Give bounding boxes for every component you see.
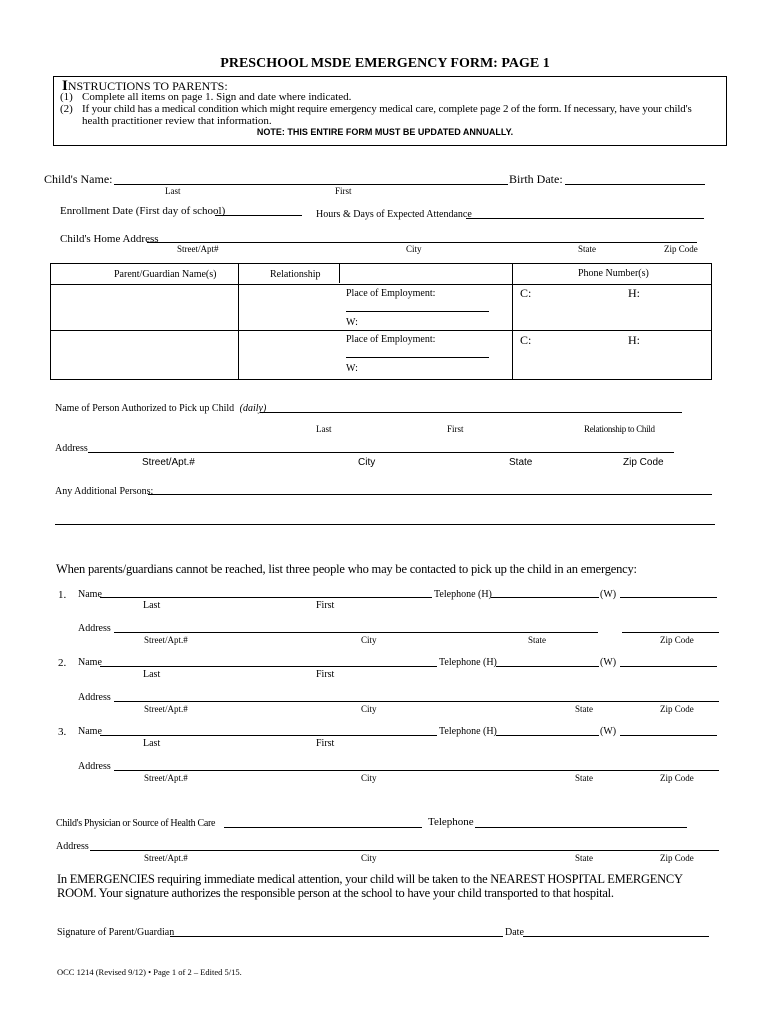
pickup-relationship-caption: Relationship to Child [584,424,655,434]
table-divider-1 [238,263,239,379]
physician-label: Child's Physician or Source of Health Care [56,818,216,829]
physician-telephone-field[interactable] [475,827,687,828]
contact2-address-field[interactable] [114,701,719,702]
contact3-address-field[interactable] [114,770,719,771]
instruction-2-number: (2) [60,103,73,115]
additional-persons-field-2[interactable] [55,524,715,525]
contact3-name-field[interactable] [100,735,437,736]
instruction-2-line2: health practitioner review that information. [82,115,272,127]
annual-update-note: NOTE: THIS ENTIRE FORM MUST BE UPDATED ANNUALLY. [256,127,514,137]
child-name-label: Child's Name: [44,172,113,186]
contact1-name-field[interactable] [100,597,432,598]
contact2-address-label: Address [78,692,111,703]
birth-date-field[interactable] [565,184,705,185]
row2-work-label: W: [346,363,358,374]
contact3-tel-w-label: (W) [600,726,617,737]
contact2-tel-w-label: (W) [600,657,617,668]
row2-home-label: H: [628,333,640,347]
col-phone: Phone Number(s) [578,268,649,279]
contact1-zip-caption: Zip Code [660,635,694,645]
contact1-tel-h-label: Telephone (H) [434,589,492,600]
emergency-contacts-heading: When parents/guardians cannot be reached, list three people who may be contacted to pick up the child in an emergency: [56,562,637,576]
contact2-tel-h-label: Telephone (H) [439,657,497,668]
contact1-tel-w-label: (W) [600,589,617,600]
enrollment-date-field[interactable] [215,215,302,216]
physician-address-field[interactable] [90,850,719,851]
signature-label: Signature of Parent/Guardian [57,927,175,938]
signature-date-label: Date [505,927,524,938]
child-last-caption: Last [165,186,181,196]
contact1-first-caption: First [316,600,335,611]
row1-home-label: H: [628,286,640,300]
contact2-state-caption: State [575,704,593,714]
pickup-last-caption: Last [316,424,332,434]
contact2-number: 2. [58,657,67,669]
pickup-street-caption: Street/Apt.# [142,457,195,468]
instruction-2-line1: If your child has a medical condition which might require emergency medical care, complete page 2 of the form. If necessary, have your child's [82,103,692,115]
instructions-heading-rest: NSTRUCTIONS TO PARENTS: [67,79,228,93]
table-divider-3 [512,263,513,379]
instruction-1: Complete all items on page 1. Sign and date where indicated. [82,91,352,103]
home-city-caption: City [406,244,422,254]
signature-field[interactable] [170,936,503,937]
physician-state-caption: State [575,853,593,863]
home-address-label: Child's Home Address [60,233,159,245]
guardian-table [50,263,712,380]
enrollment-date-label: Enrollment Date (First day of school) [60,205,226,217]
instructions-heading-first: I [62,78,68,94]
contact2-name-label: Name [78,657,102,668]
pickup-address-label: Address [55,443,88,454]
home-address-field[interactable] [147,242,697,243]
contact3-tel-h-field[interactable] [496,735,599,736]
contact3-tel-h-label: Telephone (H) [439,726,497,737]
contact3-street-caption: Street/Apt.# [144,773,188,783]
contact1-zip-field[interactable] [622,632,719,633]
contact3-tel-w-field[interactable] [620,735,717,736]
contact3-name-label: Name [78,726,102,737]
child-first-caption: First [335,186,352,196]
additional-persons-field[interactable] [148,494,712,495]
physician-city-caption: City [361,853,377,863]
row2-employment-field[interactable] [346,357,489,358]
home-zip-caption: Zip Code [664,244,698,254]
table-row-rule [50,330,711,331]
contact1-number: 1. [58,589,67,601]
contact3-first-caption: First [316,738,335,749]
contact1-state-caption: State [528,635,546,645]
contact2-name-field[interactable] [100,666,437,667]
contact3-zip-caption: Zip Code [660,773,694,783]
form-footer: OCC 1214 (Revised 9/12) • Page 1 of 2 – Edited 5/15. [57,967,242,977]
hours-days-label: Hours & Days of Expected Attendance [316,209,472,220]
pickup-first-caption: First [447,424,464,434]
contact1-address-label: Address [78,623,111,634]
contact3-number: 3. [58,726,67,738]
contact2-zip-caption: Zip Code [660,704,694,714]
physician-field[interactable] [224,827,422,828]
contact3-state-caption: State [575,773,593,783]
page-title: PRESCHOOL MSDE EMERGENCY FORM: PAGE 1 [220,56,550,71]
row1-employment-label: Place of Employment: [346,288,436,299]
pickup-zip-caption: Zip Code [623,457,664,468]
child-name-field[interactable] [114,184,508,185]
pickup-person-field[interactable] [260,412,682,413]
hours-days-field[interactable] [466,218,704,219]
physician-zip-caption: Zip Code [660,853,694,863]
physician-address-label: Address [56,841,89,852]
col-relationship: Relationship [270,269,321,280]
pickup-person-label-text: Name of Person Authorized to Pick up Child [55,403,235,414]
pickup-address-field[interactable] [88,452,674,453]
physician-telephone-label: Telephone [428,816,474,828]
contact1-tel-h-field[interactable] [491,597,599,598]
pickup-daily: (daily) [239,403,267,414]
home-street-caption: Street/Apt# [177,244,219,254]
row2-cell-label: C: [520,333,532,347]
table-divider-2 [339,263,340,283]
contact3-last-caption: Last [143,738,161,749]
row1-employment-field[interactable] [346,311,489,312]
home-state-caption: State [578,244,596,254]
contact1-last-caption: Last [143,600,161,611]
additional-persons-label: Any Additional Persons: [55,486,154,497]
contact2-city-caption: City [361,704,377,714]
contact1-street-caption: Street/Apt.# [144,635,188,645]
pickup-person-label [55,403,266,414]
contact1-tel-w-field[interactable] [620,597,717,598]
contact2-tel-h-field[interactable] [496,666,599,667]
row1-work-label: W: [346,317,358,328]
emergency-notice-line1: In EMERGENCIES requiring immediate medical attention, your child will be taken to the NEAREST HOSPITAL EMERGENCY [57,872,683,886]
contact2-tel-w-field[interactable] [620,666,717,667]
signature-date-field[interactable] [523,936,709,937]
contact1-city-caption: City [361,635,377,645]
table-header-rule [50,284,711,285]
contact2-last-caption: Last [143,669,161,680]
row2-employment-label: Place of Employment: [346,334,436,345]
contact1-address-field[interactable] [114,632,598,633]
contact1-name-label: Name [78,589,102,600]
row1-cell-label: C: [520,286,532,300]
contact2-street-caption: Street/Apt.# [144,704,188,714]
contact3-address-label: Address [78,761,111,772]
col-guardian-name: Parent/Guardian Name(s) [114,269,217,280]
pickup-state-caption: State [509,457,533,468]
emergency-notice-line2: ROOM. Your signature authorizes the responsible person at the school to have your child transported to that hospital. [57,886,614,900]
birth-date-label: Birth Date: [509,172,563,186]
pickup-city-caption: City [358,457,376,468]
physician-street-caption: Street/Apt.# [144,853,188,863]
instruction-1-number: (1) [60,91,73,103]
contact3-city-caption: City [361,773,377,783]
contact2-first-caption: First [316,669,335,680]
